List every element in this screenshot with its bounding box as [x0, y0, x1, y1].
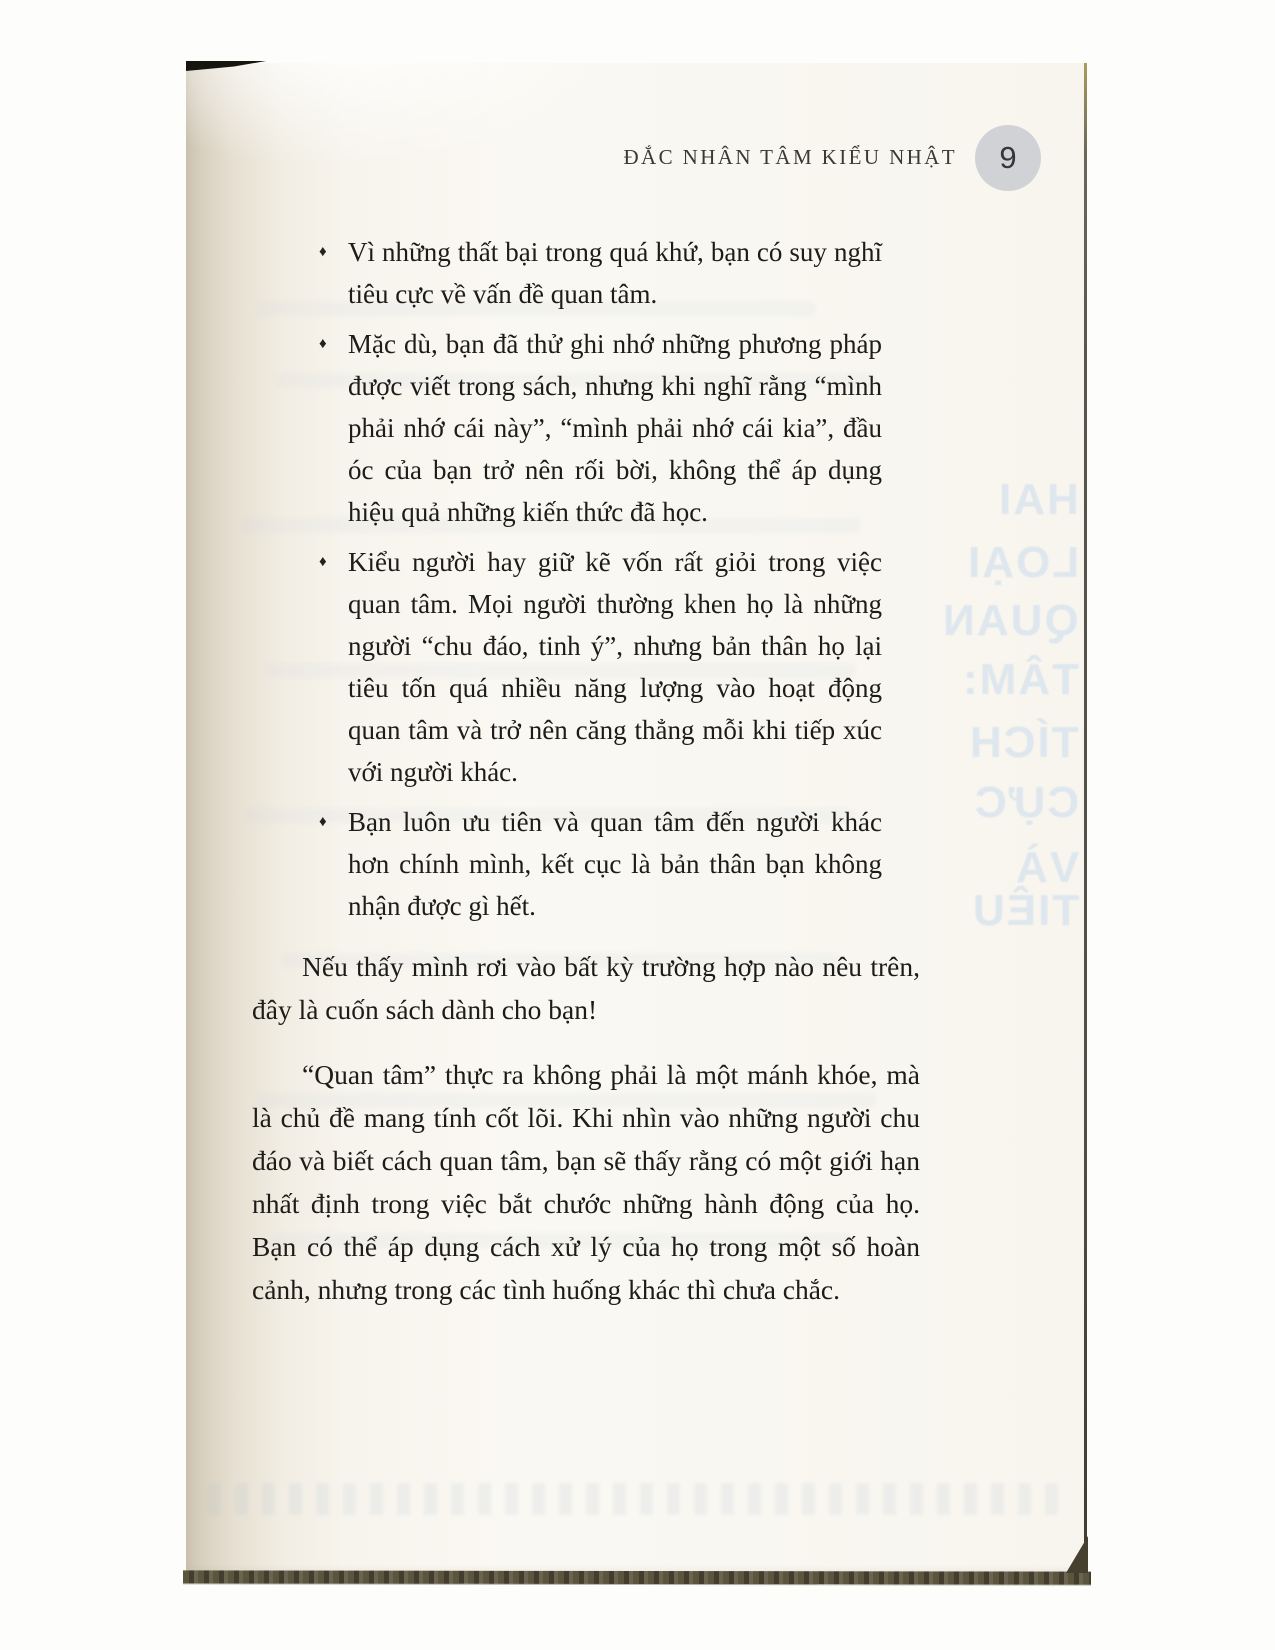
- book-bottom-edge: [183, 1570, 1091, 1584]
- bullet-text: Kiểu người hay giữ kẽ vốn rất giỏi trong việc quan tâm. Mọi người thường khen họ là những người “chu đáo, tinh ý”, nhưng bản thân họ lại tiêu tốn quá nhiều năng lượng vào hoạt động quan tâm và trở nên căng thẳng mỗi khi tiếp xúc với người khác.: [348, 547, 882, 787]
- bullet-item: [319, 541, 882, 793]
- diamond-bullet-icon: ♦: [319, 814, 327, 830]
- diamond-bullet-icon: ♦: [319, 244, 327, 260]
- diamond-bullet-icon: ♦: [319, 554, 327, 570]
- bleed-row: [208, 1483, 1064, 1515]
- page-content: [186, 231, 1087, 1333]
- page-number-badge: [975, 125, 1041, 191]
- paragraph: “Quan tâm” thực ra không phải là một mánh khóe, mà là chủ đề mang tính cốt lõi. Khi nhìn vào những người chu đáo và biết cách quan tâm, bạn sẽ thấy rằng có một giới hạn nhất định trong việc bắt chước những hành động của họ. Bạn có thể áp dụng cách xử lý của họ trong một số hoàn cảnh, nhưng trong các tình huống khác thì chưa chắc.: [252, 1059, 920, 1305]
- ghost-word: HAI: [997, 475, 1079, 524]
- bullet-text: Vì những thất bại trong quá khứ, bạn có suy nghĩ tiêu cực về vấn đề quan tâm.: [348, 237, 882, 309]
- bullet-item: [319, 323, 882, 533]
- bullet-text: Bạn luôn ưu tiên và quan tâm đến người khác hơn chính mình, kết cục là bản thân bạn không nhận được gì hết.: [348, 807, 882, 921]
- ghost-word: CỰC: [972, 778, 1079, 827]
- diamond-bullet-icon: ♦: [319, 336, 327, 352]
- ghost-word: VÀ: [1013, 843, 1079, 892]
- page-number: 9: [999, 140, 1017, 175]
- ghost-word: TÍCH: [968, 718, 1079, 767]
- page-sheet: [186, 63, 1087, 1575]
- bullet-text: Mặc dù, bạn đã thử ghi nhớ những phương pháp được viết trong sách, nhưng khi nghĩ rằng “mình phải nhớ cái này”, “mình phải nhớ cái kia”, đầu óc của bạn trở nên rối bời, không thể áp dụng hiệu quả những kiến thức đã học.: [348, 329, 882, 527]
- running-header: ĐẮC NHÂN TÂM KIỂU NHẬT: [623, 145, 957, 169]
- ghost-word: QUAN: [941, 596, 1079, 645]
- bullet-list: [319, 231, 882, 927]
- paragraph-block: [252, 945, 920, 1311]
- ghost-word: TIÊU: [970, 886, 1079, 935]
- bullet-item: [319, 231, 882, 315]
- ghost-word: TÂM:: [961, 655, 1079, 704]
- ghost-word: LOẠI: [965, 538, 1079, 587]
- page-edge-line: [1084, 63, 1087, 1575]
- bullet-item: [319, 801, 882, 927]
- paragraph: Nếu thấy mình rơi vào bất kỳ trường hợp nào nêu trên, đây là cuốn sách dành cho bạn!: [252, 951, 920, 1025]
